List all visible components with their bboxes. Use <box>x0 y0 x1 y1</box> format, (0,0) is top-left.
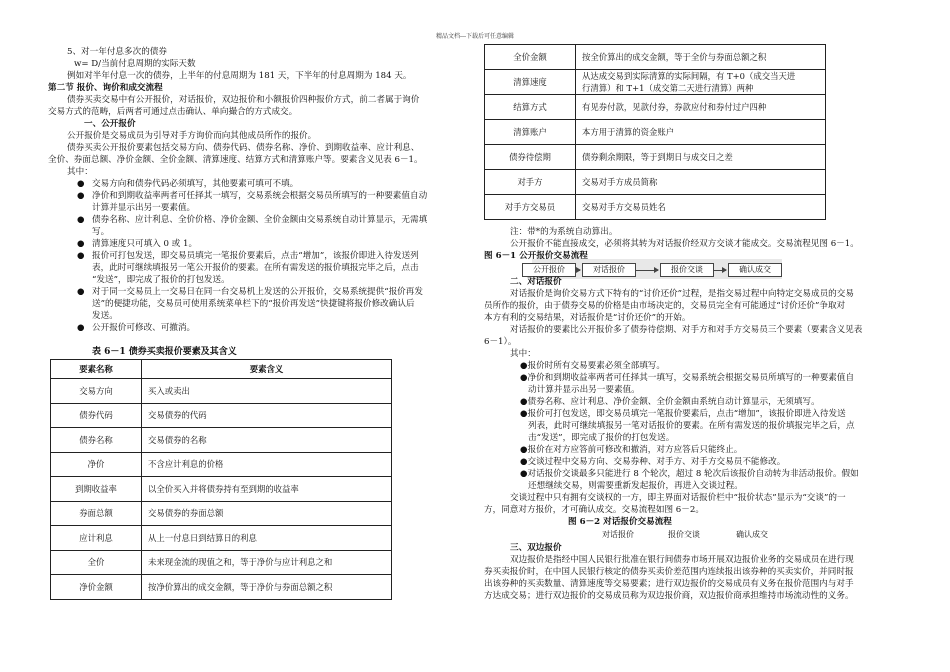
table-cell-name: 债券名称 <box>51 428 142 453</box>
right-text-line: ●交谈过程中交易方向、交易券种、对手方、对手方交易员不能修改。 <box>520 457 786 467</box>
table-row <box>485 170 826 195</box>
right-text-line: 动计算并显示出另一要素值。 <box>528 385 640 395</box>
bullet-icon: ● <box>77 179 85 189</box>
table-6-1-caption: 表 6－1 债券买卖报价要素及其含义 <box>92 347 237 357</box>
right-text-line: 员所作的报价，由于债券交易的价格是由市场决定的，交易员完全有可能通过“讨价还价”争取对 <box>484 301 846 311</box>
left-text-line: 对于同一交易员上一交易日在同一台交易机上发送的公开报价，交易系统提供“报价再发 <box>92 287 423 297</box>
table-cell-name: 清算速度 <box>485 70 576 95</box>
table-cell-meaning: 债券剩余期限，等于到期日与成交日之差 <box>576 145 826 170</box>
left-text-line: 全价、券面总额、净价金额、全价金额、清算速度、结算方式和清算账户等。要素含义见表 6－1。 <box>48 155 423 165</box>
quote-elements-table <box>50 359 392 600</box>
bullet-icon: ● <box>77 287 85 297</box>
table-cell-name: 债券代码 <box>51 403 142 428</box>
table-row <box>51 428 392 453</box>
left-text-line: 债券买卖交易中有公开报价，对话报价，双边报价和小额报价四种报价方式，前二者属于询价 <box>67 95 420 105</box>
table-cell-name: 对手方交易员 <box>485 195 576 220</box>
table-cell-meaning: 有见券付款，见款付券，券款应付和券付过户四种 <box>576 95 826 120</box>
flow-step-box: 对话报价 <box>602 530 634 539</box>
table-cell-meaning: 未来现金流的现值之和，等于净价与应计利息之和 <box>142 550 392 575</box>
left-text-line: 一、公开报价 <box>84 119 136 129</box>
right-text-line: 6－1）。 <box>484 337 517 347</box>
bullet-icon: ● <box>77 251 85 261</box>
right-text-line: 券买卖报价时，在中国人民银行核定的债券买卖价差范围内连续报出该券种的买卖实价，并同时报 <box>484 567 854 577</box>
table-row <box>51 526 392 551</box>
left-text-line: 第二节 报价、询价和成交流程 <box>48 83 163 93</box>
right-text-line: 图 6－2 对话报价交易流程 <box>568 517 672 527</box>
right-text-line: ●报价可打包发送，即交易员填完一笔报价要素后，点击“增加”，该报价即进入待发送 <box>520 409 846 419</box>
right-text-line: 方，同意对方报价，才可确认成交。交易流程如图 6－2。 <box>484 505 704 515</box>
left-text-line: 净价和到期收益率两者可任择其一填写，交易系统会根据交易员所填写的一种要素值自动 <box>92 191 428 201</box>
bullet-icon: ● <box>77 323 85 333</box>
right-text-line: 出该券种的买卖数量、清算速度等交易要素；进行双边报价的交易成员有义务在报价范围内与对手 <box>484 579 854 589</box>
right-text-line: 对话报价的要素比公开报价多了债券待偿期、对手方和对手方交易员三个要素（要素含义见表 <box>510 325 863 335</box>
table-row <box>51 550 392 575</box>
right-text-line: 图 6－1 公开报价交易流程 <box>484 251 588 261</box>
table-cell-name: 应计利息 <box>51 526 142 551</box>
table-row <box>51 477 392 502</box>
table-row <box>485 95 826 120</box>
table-row <box>51 452 392 477</box>
flow-arrow-icon <box>636 270 658 271</box>
table-cell-meaning: 以全价买入并将债券持有至到期的收益率 <box>142 477 392 502</box>
table-cell-meaning: 交易债券的券面总额 <box>142 501 392 526</box>
right-text-line: 方达成交易；进行双边报价的交易成员称为双边报价商，双边报价商承担维持市场流动性的义务。 <box>484 591 854 601</box>
table-row <box>51 575 392 600</box>
table-cell-name: 债券待偿期 <box>485 145 576 170</box>
left-text-line: 其中： <box>67 167 93 177</box>
table-cell-name: 交易方向 <box>51 379 142 404</box>
right-text-line: 对话报价是询价交易方式下特有的“讨价还价”过程，是指交易过程中向特定交易成员的交易 <box>510 289 854 299</box>
left-text-line: 5、对一年付息多次的债券 <box>67 47 167 57</box>
table-cell-name: 全价金额 <box>485 45 576 70</box>
table-row <box>485 120 826 145</box>
left-text-line: 例如对半年付息一次的债券，上半年的付息周期为 181 天，下半年的付息周期为 184 天。 <box>67 71 412 81</box>
left-text-line: 债券名称、应计利息、全价价格、净价金额、全价金额由交易系统自动计算显示，无需填 <box>92 215 428 225</box>
right-text-line: 本方有利的交易结果，对话报价是“讨价还价”的开始。 <box>484 313 691 323</box>
left-text-line: 公开报价是交易成员为引导对手方询价而向其他成员所作的报价。 <box>67 131 317 141</box>
right-text-line: ●债券名称、应计利息、净价金额、全价金额由系统自动计算显示，无须填写。 <box>520 397 820 407</box>
right-text-line: ●报价在对方应答前可修改和撤消，对方应答后只能终止。 <box>520 445 743 455</box>
flow-arrow-icon <box>714 270 726 271</box>
flow-step-box: 确认成交 <box>728 263 782 277</box>
left-text-line: 写。 <box>92 227 110 237</box>
table-cell-name: 清算账户 <box>485 120 576 145</box>
table-row <box>51 501 392 526</box>
quote-elements-table-continued <box>484 44 826 220</box>
right-text-line: 还想继续交易，则需要重新发起报价，再进入交谈过程。 <box>528 481 743 491</box>
table-cell-name: 净价 <box>51 452 142 477</box>
table-row <box>485 195 826 220</box>
right-text-line: 列表，此时可继续填报另一笔对话报价的要素。在所有需发送的报价填报完毕之后，点 <box>528 421 855 431</box>
table-cell-meaning: 本方用于清算的资金账户 <box>576 120 826 145</box>
table-row <box>485 45 826 70</box>
table-row <box>51 403 392 428</box>
left-text-line: 送”的便捷功能，交易员可使用系统菜单栏下的“报价再发送”快捷键将报价修改确认后 <box>92 299 415 309</box>
table-cell-meaning: 按净价算出的成交金额，等于净价与券面总额之积 <box>142 575 392 600</box>
table-cell-meaning: 交易债券的名称 <box>142 428 392 453</box>
left-text-line: “发送”，即完成了报价的打包发送。 <box>92 275 230 285</box>
right-text-line: ●净价和到期收益率两者可任择其一填写，交易系统会根据交易员所填写的一种要素值自 <box>520 373 855 383</box>
left-text-line: 交易方向和债券代码必须填写，其他要素可填可不填。 <box>92 179 299 189</box>
table-header-row <box>51 360 392 379</box>
table-row <box>485 145 826 170</box>
table-cell-name: 到期收益率 <box>51 477 142 502</box>
right-text-line: 双边报价是指经中国人民银行批准在银行间债券市场开展双边报价业务的交易成员在进行现 <box>510 555 854 565</box>
table-cell-meaning: 按全价算出的成交金额，等于全价与券面总额之积 <box>576 45 826 70</box>
table-cell-name: 全价 <box>51 550 142 575</box>
bullet-icon: ● <box>77 191 85 201</box>
table-cell-name: 结算方式 <box>485 95 576 120</box>
table-row <box>485 70 826 95</box>
flow-arrow-icon <box>576 270 580 271</box>
flow-step-box: 报价交谈 <box>660 263 714 277</box>
right-text-line: 三、双边报价 <box>510 543 562 553</box>
left-text-line: 表，此时可继续填报另一笔公开报价的要素。在所有需发送的报价填报完毕之后，点击 <box>92 263 419 273</box>
flow-step-box: 公开报价 <box>522 263 576 277</box>
table-header-cell: 要素名称 <box>51 360 142 379</box>
page-header: 精品文档---下载后可任意编辑 <box>435 33 515 40</box>
table-cell-name: 净价金额 <box>51 575 142 600</box>
right-text-line: 公开报价不能直接成交，必须将其转为对话报价经双方交谈才能成交。交易流程见图 6－1。 <box>510 239 859 249</box>
left-text-line: 公开报价可修改、可撤消。 <box>92 323 196 333</box>
left-text-line: 计算并显示出另一要素值。 <box>92 203 196 213</box>
table-cell-meaning: 从达成交易到实际清算的实际间隔，有 T+0（成交当天进 行清算）和 T+1（成交第二天进行清算）两种 <box>576 70 826 95</box>
flow-step-box: 报价交谈 <box>668 530 700 539</box>
table-cell-meaning: 交易对手方交易员姓名 <box>576 195 826 220</box>
flow-step-box: 确认成交 <box>736 530 768 539</box>
left-text-line: 报价可打包发送，即交易员填完一笔报价要素后，点击“增加”，该报价即进入待发送列 <box>92 251 419 261</box>
table-cell-meaning: 买入或卖出 <box>142 379 392 404</box>
left-text-line: 清算速度只可填入 0 或 1。 <box>92 239 198 249</box>
table-cell-meaning: 交易对手方成员简称 <box>576 170 826 195</box>
table-cell-meaning: 不含应计利息的价格 <box>142 452 392 477</box>
left-text-line: w= D/当前付息周期的实际天数 <box>74 59 196 69</box>
table-cell-meaning: 从上一付息日到结算日的利息 <box>142 526 392 551</box>
bullet-icon: ● <box>77 239 85 249</box>
right-text-line: 击“发送”，即完成了报价的打包发送。 <box>528 433 675 443</box>
right-text-line: ●报价时所有交易要素必须全部填写。 <box>520 361 665 371</box>
right-text-line: ●对话报价交谈最多只能进行 8 个轮次，超过 8 轮次后该报价自动转为非活动报价。假如 <box>520 469 859 479</box>
table-header-cell: 要素含义 <box>142 360 392 379</box>
table-cell-meaning: 交易债券的代码 <box>142 403 392 428</box>
left-text-line: 发送。 <box>92 311 118 321</box>
left-text-line: 交易方式的范畴，后两者可通过点击确认、单向撮合的方式成交。 <box>48 107 298 117</box>
right-text-line: 其中： <box>510 349 536 359</box>
bullet-icon: ● <box>77 215 85 225</box>
right-text-line: 二、对话报价 <box>510 277 562 287</box>
right-text-line: 交谈过程中只有拥有交谈权的一方，即主界面对话报价栏中“报价状态”显示为“交谈”的一 <box>510 493 846 503</box>
table-cell-name: 对手方 <box>485 170 576 195</box>
left-text-line: 债券买卖公开报价要素包括交易方向、债券代码、债券名称、净价、到期收益率、应计利息、 <box>67 143 420 153</box>
right-text-line: 注：带*的为系统自动算出。 <box>510 227 618 237</box>
table-cell-name: 券面总额 <box>51 501 142 526</box>
table-row <box>51 379 392 404</box>
flow-step-box: 对话报价 <box>582 263 636 277</box>
